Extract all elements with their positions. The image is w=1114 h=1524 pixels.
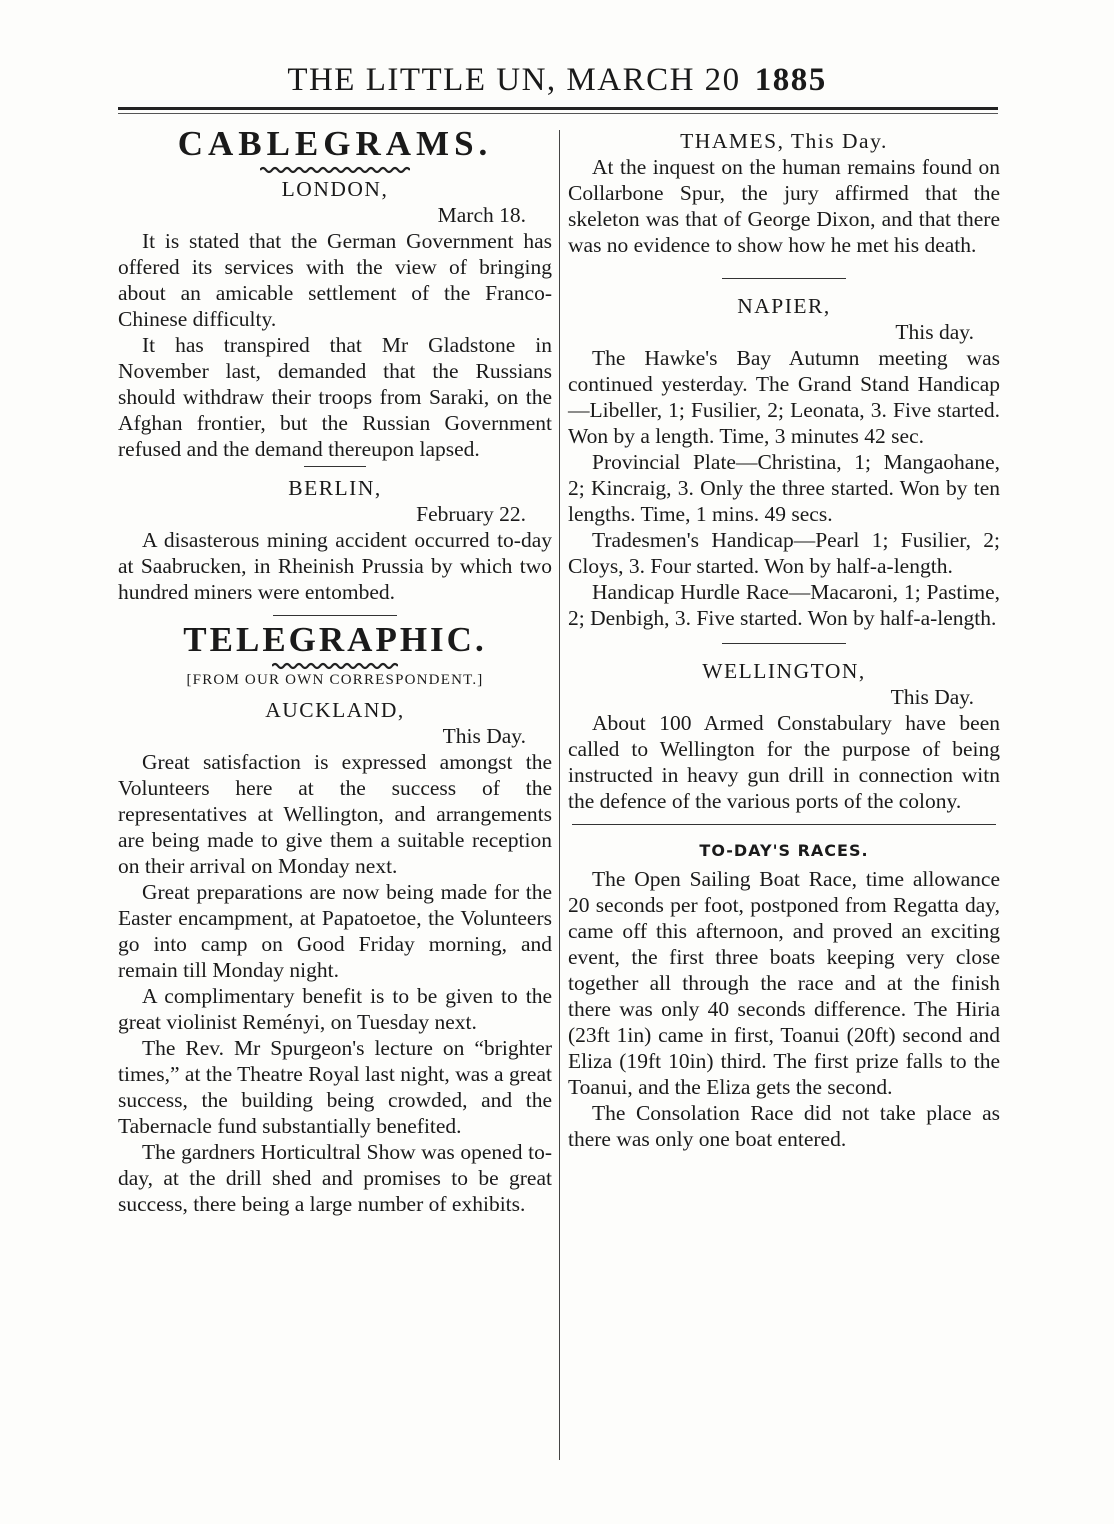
auckland-paragraph-4: The Rev. Mr Spurgeon's lecture on “brighter times,” at the Theatre Royal last night, was a great success, the building being crowded, and the Tabernacle fund substantially benefited.: [118, 1036, 552, 1138]
auckland-paragraph-2: Great preparations are now being made for the Easter encampment, at Papatoetoe, the Volunteers go into camp on Good Friday morning, and remain till Monday night.: [118, 880, 552, 982]
napier-paragraph-3: Tradesmen's Handicap—Pearl 1; Fusilier, 2; Cloys, 3. Four started. Won by half-a-length.: [568, 528, 1000, 578]
masthead: [0, 62, 1114, 99]
auckland-paragraph-5: The gardners Horticultral Show was opened to-day, at the drill shed and promises to be great success, there being a large number of exhibits.: [118, 1140, 552, 1216]
london-paragraph-1: It is stated that the German Government has offered its services with the view of bringing about an amicable settlement of the Franco-Chinese difficulty.: [118, 229, 552, 331]
section-rule-long: [572, 824, 996, 825]
right-column: [568, 122, 1000, 1152]
section-rule: [722, 643, 846, 644]
races-heading: TO-DAY'S RACES.: [699, 841, 869, 860]
london-date: March 18.: [437, 203, 526, 227]
napier-paragraph-4: Handicap Hurdle Race—Macaroni, 1; Pastime, 2; Denbigh, 3. Five started. Won by half-a-length.: [568, 580, 1000, 630]
cablegrams-heading: CABLEGRAMS.: [177, 124, 493, 163]
auckland-paragraph-3: A complimentary benefit is to be given to the great violinist Reményi, on Tuesday next.: [118, 984, 552, 1034]
section-rule: [304, 466, 366, 467]
napier-paragraph-2: Provincial Plate—Christina, 1; Mangaohane, 2; Kincraig, 3. Only the three started. Won by ten lengths. Time, 1 mins. 49 secs.: [568, 450, 1000, 526]
section-rule: [273, 615, 397, 616]
thames-dateline: THAMES, This Day.: [680, 129, 888, 153]
section-rule: [722, 278, 846, 279]
correspondent-line: [FROM OUR OWN CORRESPONDENT.]: [186, 672, 484, 688]
wavy-ornament: [272, 662, 398, 670]
napier-dateline: NAPIER,: [737, 294, 831, 318]
races-paragraph-1: The Open Sailing Boat Race, time allowance 20 seconds per foot, postponed from Regatta day, came off this afternoon, and proved an exciting event, the first three boats keeping very close together all through the race and at the finish there was only 40 seconds difference. The Hiria (23ft 1in) came in first, Toanui (20ft) second and Eliza (19ft 10in) third. The first prize falls to the Toanui, and the Eliza gets the second.: [568, 867, 1000, 1099]
masthead-rule-thin: [118, 113, 998, 114]
wellington-date: This Day.: [890, 685, 974, 709]
berlin-paragraph-1: A disasterous mining accident occurred to-day at Saabrucken, in Rheinish Prussia by which two hundred miners were entombed.: [118, 528, 552, 604]
auckland-paragraph-1: Great satisfaction is expressed amongst the Volunteers here at the success of the representatives at Wellington, and arrangements are being made to give them a suitable reception on their arrival on Monday next.: [118, 750, 552, 878]
napier-date: This day.: [895, 320, 974, 344]
telegraphic-heading: TELEGRAPHIC.: [183, 620, 487, 659]
berlin-dateline: BERLIN,: [288, 476, 382, 500]
races-paragraph-2: The Consolation Race did not take place as there was only one boat entered.: [568, 1101, 1000, 1151]
thames-paragraph-1: At the inquest on the human remains found on Collarbone Spur, the jury affirmed that the skeleton was that of George Dixon, and that there was no evidence to show how he met his death.: [568, 155, 1000, 257]
berlin-date: February 22.: [416, 502, 526, 526]
napier-paragraph-1: The Hawke's Bay Autumn meeting was continued yesterday. The Grand Stand Handicap—Libeller, 1; Fusilier, 2; Leonata, 3. Five started. Won by a length. Time, 3 minutes 42 sec.: [568, 346, 1000, 448]
wellington-dateline: WELLINGTON,: [702, 659, 866, 683]
masthead-year: 1885: [754, 62, 827, 98]
wavy-ornament: [260, 166, 410, 174]
masthead-rule: [118, 107, 998, 110]
masthead-title: THE LITTLE UN, MARCH 20: [287, 62, 741, 98]
london-dateline: LONDON,: [281, 177, 389, 201]
auckland-date: This Day.: [442, 724, 526, 748]
column-divider: [559, 130, 560, 1460]
auckland-dateline: AUCKLAND,: [265, 698, 405, 722]
left-column: [118, 122, 552, 1217]
wellington-paragraph-1: About 100 Armed Constabulary have been called to Wellington for the purpose of being instructed in heavy gun drill in connection witn the defence of the various ports of the colony.: [568, 711, 1000, 813]
london-paragraph-2: It has transpired that Mr Gladstone in November last, demanded that the Russians should withdraw their troops from Saraki, on the Afghan frontier, but the Russian Government refused and the demand thereupon lapsed.: [118, 333, 552, 461]
